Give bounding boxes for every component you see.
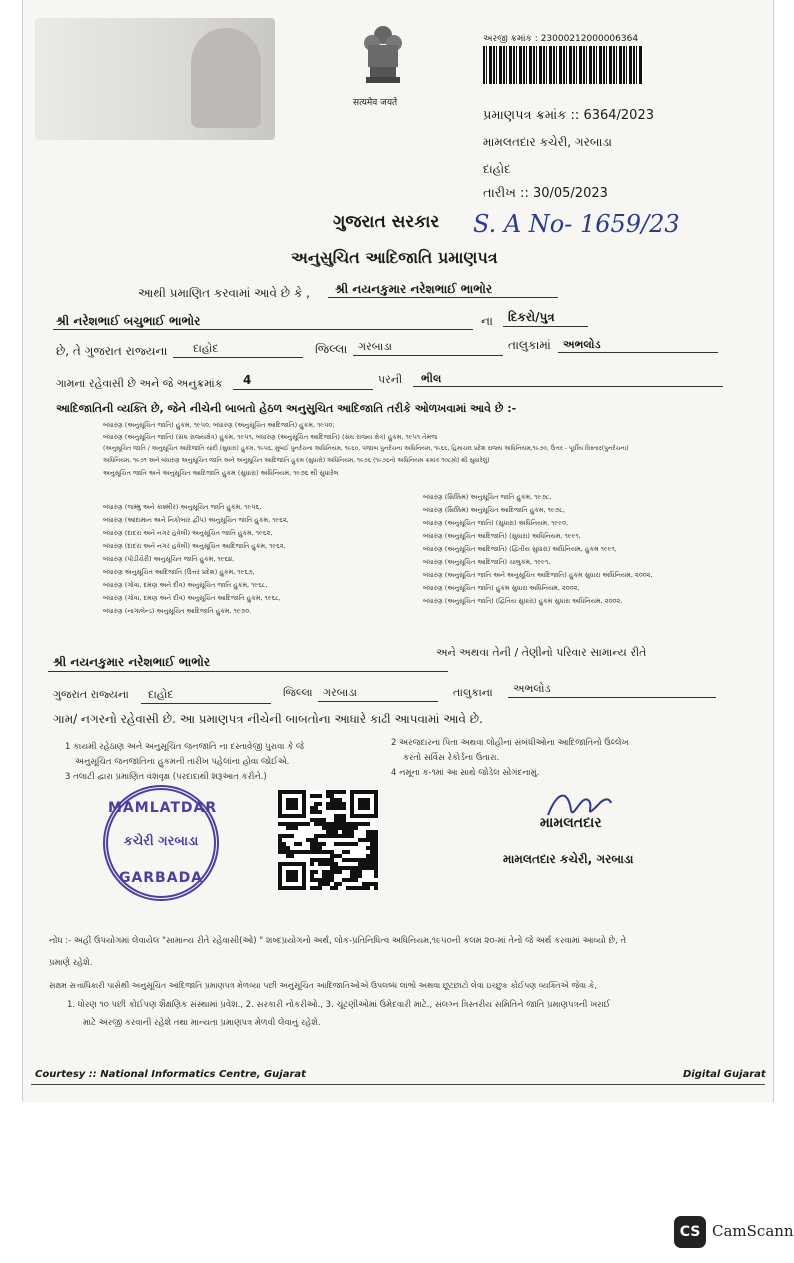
order-left-3: બંધારણ (દાદરા અને નગર હવેલી) અનુસૂચિત જાતિ હુકમ, ૧૯૬૨, xyxy=(103,529,273,537)
basis-item-3: 3 તલાટી દ્વારા પ્રમાણિત વંશવૃક્ષ (પરદાદાથી શરૂઆત કરીને.) xyxy=(65,772,267,782)
order-left-7: બંધારણ (ગોવા, દમણ અને દીવ) અનુસૂચિત જાતિ હુકમ, ૧૯૬૮, xyxy=(103,581,268,589)
family-jilla-value: ગરબાડા xyxy=(323,686,357,699)
applicant-photo xyxy=(35,18,275,140)
order-left-4: બંધારણ (દાદરા અને નગર હવેલી) અનુસૂચિત આદિજાતિ હુકમ, ૧૯૬૨, xyxy=(103,542,286,550)
certificate-number: પ્રમાણપત્ર ક્રમાંક :: 6364/2023 xyxy=(483,108,654,123)
camscanner-logo-icon: CS xyxy=(674,1216,706,1248)
family-jilla-line xyxy=(318,701,438,702)
order-right-6: બંધારણ (અનુસૂચિત આદિજાતિ) ચાલુકમ, ૧૯૯૧, xyxy=(423,558,551,566)
family-taluka-value: અભલોડ xyxy=(513,682,551,695)
national-emblem-icon xyxy=(358,15,408,85)
basis-item-1b: અનુસૂચિત જનજાતિના હુકમની તારીખ પહેલાંના હોવા જોઈએ. xyxy=(75,757,290,767)
order-left-1: બંધારણ (જમ્મુ અને કાશ્મીર) અનુસૂચિત જાતિ હુકમ, ૧૯૫૬, xyxy=(103,503,262,511)
order-left-8: બંધારણ (ગોવા, દમણ અને દીવ) અનુસૂચિત આદિજાતિ હુકમ, ૧૯૬૮, xyxy=(103,594,281,602)
order-right-2: બંધારણ (સિક્કિમ) અનુસૂચિત આદિજાતિ હુકમ, ૧૯૭૮, xyxy=(423,506,565,514)
digital-gujarat-footer: Digital Gujarat xyxy=(683,1069,766,1080)
issue-date: તારીખ :: 30/05/2023 xyxy=(483,186,608,201)
parent-name: શ્રી નરેશભાઈ બચુભાઈ ભાભોર xyxy=(56,314,201,328)
certificate-title: અનુસુચિત આદિજાતિ પ્રમાણપત્ર xyxy=(291,248,498,267)
basis-item-2a: 2 અરજદારના પિતા અથવા લોહીના સંબંધીઓના આદિજાતિનો ઉલ્લેખ xyxy=(391,738,629,748)
government-heading: ગુજરાત સરકાર xyxy=(333,212,440,232)
serial-line xyxy=(233,389,373,390)
state-label: છે, તે ગુજરાત રાજ્યના xyxy=(56,344,168,358)
jilla-value: ગરબાડા xyxy=(358,340,392,353)
order-right-5: બંધારણ (અનુસૂચિત આદિજાતિ) (દ્વિતીય સુધારા) અધિનિયમ, હુકમ ૧૯૯૧, xyxy=(423,545,617,553)
order-left-9: બંધારણ (નાગાલેન્ડ) અનુસૂચિત આદિજાતિ હુકમ, ૧૯૭૦. xyxy=(103,607,252,615)
serial-value: 4 xyxy=(243,373,252,387)
parent-name-line xyxy=(53,329,473,330)
resident-text: ગામ/ નગરનો રહેવાસી છે. આ પ્રમાણપત્ર નીચેની બાબતોના આધારે કાઢી આપવામાં આવે છે. xyxy=(53,712,483,726)
caste-value: ભીલ xyxy=(421,372,442,385)
jilla-label: જિલ્લા xyxy=(315,342,348,356)
jilla-line xyxy=(353,355,503,356)
order-left-5: બંધારણ (પોંડીચેરી) અનુસૂચિત જાતિ હુકમ, ૧૯૬૪, xyxy=(103,555,235,563)
certificate-page xyxy=(22,0,774,1102)
order-left-6: બંધારણ અનુસૂચિત આદિજાતિ (ઉત્તર પ્રદેશ) હુકમ, ૧૯૬૭, xyxy=(103,568,255,576)
courtesy-footer: Courtesy :: National Informatics Centre, Gujarat xyxy=(35,1069,306,1080)
order-left-2: બંધારણ (આંદામાન અને નિકોબાર દ્વીપ) અનુસૂચિત જાતિ હુકમ, ૧૯૬૨, xyxy=(103,516,289,524)
note-3-cont: માટે અરજી કરવાની રહેશે તથા માન્યતા પ્રમાણપત્ર મેળવી લેવાનું રહેશે. xyxy=(83,1018,321,1028)
order-right-3: બંધારણ (અનુસૂચિત જાતિ) (સુધારા) અધિનિયમ, ૧૯૯૦, xyxy=(423,519,569,527)
family-district-line xyxy=(141,703,271,704)
note-1-cont: પ્રમાણે રહેશે. xyxy=(49,958,93,968)
note-1: નોંધ :- અહીં ઉપયોગમાં લેવાયેલ "સામાન્ય રીતે રહેવાસી(ઓ) " શબ્દપ્રયોગનો અર્થ, લોક-પ્રતિનિધિત્વ અધિનિયમ,૧૯૫૦ની કલમ ૨૦-માં તેનો જે અર્થ કરવામાં આવ્યો છે, તે xyxy=(49,936,627,946)
signatory-office: મામલતદાર કચેરી, ગરબાડા xyxy=(503,852,634,866)
family-district-value: દાહોદ xyxy=(148,688,174,701)
basis-item-2b: કરતો સર્વિસ રેકોર્ડના ઉતારા. xyxy=(403,753,500,763)
camscanner-watermark: CamScann xyxy=(712,1222,794,1240)
seal-bottom-text: GARBADA xyxy=(118,870,204,886)
caste-label: પરની xyxy=(378,373,403,386)
family-state-label: ગુજરાત રાજ્યના xyxy=(53,688,129,701)
family-taluka-label: તાલુકાના xyxy=(453,686,493,699)
caste-line xyxy=(413,386,723,387)
footer-rule xyxy=(31,1084,765,1085)
family-name-line xyxy=(48,671,448,672)
order-right-9: બંધારણ (અનુસૂચિત જાતિ) (દ્વિતિય સુધારા) હુકમ સુધારા અધિનિયમ, ૨૦૦૨. xyxy=(423,597,623,605)
emblem-motto: सत्यमेव जयते xyxy=(353,98,398,108)
application-number: અરજી ક્રમાંક : 23000212000006364 xyxy=(483,34,639,44)
order-full-1: બંધારણ (અનુસૂચિત જાતિ) હુકમ, ૧૯૫૦, બંધારણ (અનુસૂચિત આદિજાતિ) હુકમ, ૧૯૫૦; xyxy=(103,421,335,429)
handwritten-sa-number: S. A No- 1659/23 xyxy=(473,210,680,238)
issuing-office: મામલતદાર કચેરી, ગરબાડા xyxy=(483,135,612,149)
order-right-7: બંધારણ (અનુસૂચિત જાતિ અને અનુસૂચિત આદિજાતિ) હુકમ સુધારા અધિનિયમ, ૨૦૦૨, xyxy=(423,571,653,579)
family-jilla-label: જિલ્લા xyxy=(283,686,313,699)
holder-name-line xyxy=(328,297,558,298)
note-2: સક્ષમ સત્તાધિકારી પાસેથી અનુસૂચિત આદિજાતિ પ્રમાણપત્ર મેળવ્યા પછી અનુસૂચિત આદિજાતિઓએ ઉપલબ્ધ લાભો અથવા છૂટછાટો લેવા ઇચ્છુક કોઈપણ વ્યક્તિએ જેવા કે, xyxy=(49,981,597,990)
barcode xyxy=(483,46,643,84)
family-taluka-line xyxy=(508,697,716,698)
order-full-3: (અનુસૂચિત જાતિ / અનુસૂચિત આદિજાતિ યાદી (સુધારા) હુકમ, ૧૯૫૬, મુંબઈ પુનર્રચના અધિનિયમ, ૧૯૬૦, પંજાબ પુનર્રચના અધિનિયમ, ૧૯૬૬, હિમાચલ પ્રદેશ રાજ્ય અધિનિયમ,૧૯૭૦, ઉત્તર - પૂર્વીય વિસ્તાર(પુનર્રચના) xyxy=(103,445,629,452)
basis-item-4: 4 નમૂના ક-૧માં આ સાથે જોડેલ સોગંદનામું. xyxy=(391,768,540,778)
seal-middle-text: કચેરી ગરબાડા xyxy=(123,834,199,849)
certify-intro: આથી પ્રમાણિત કરવામાં આવે છે કે , xyxy=(138,286,310,300)
taluka-line xyxy=(558,352,718,353)
taluka-label: તાલુકામાં xyxy=(508,338,551,352)
basis-item-1a: 1 કાયમી રહેઠાણ અને અનુસૂચિત જનજાતિ ના દસ્તાવેજી પુરાવા કે જે xyxy=(65,742,304,752)
seal-top-text: MAMLATDAR xyxy=(108,800,218,816)
order-right-4: બંધારણ (અનુસૂચિત આદિજાતિ) (સુધારા) અધિનિયમ, ૧૯૯૧, xyxy=(423,532,581,540)
holder-name: શ્રી નયનકુમાર નરેશભાઈ ભાભોર xyxy=(335,282,493,296)
note-3: 1. ધોરણ ૧૦ પછી કોઈપણ શૈક્ષણિક સંસ્થામાં પ્રવેશ., 2. સરકારી નોકરીઓ., 3. ચૂંટણીઓમાં ઉમેદવારી માટે., સંલગ્ન ત્રિસ્તરીય સમિતિને જાતિ પ્રમાણપત્રની ખરાઈ xyxy=(67,1000,611,1010)
district-value: દાહોદ xyxy=(193,342,219,355)
issuing-district: દાહોદ xyxy=(483,162,511,176)
taluka-value: અભલોડ xyxy=(563,338,601,351)
signatory-title: મામલતદાર xyxy=(540,815,602,831)
qr-code xyxy=(278,790,378,890)
village-text: ગામના રહેવાસી છે અને જે અનુક્રમાંક xyxy=(56,377,223,390)
order-full-4: અધિનિયમ, ૧૯૭૧ અને બંધારણ અનુસૂચિત જાતિ અને અનુસૂચિત આદિજાતિ હુકમ (સુધારો) અધિનિયમ, ૧૯૭૬ (૧૯૭૬નો અધિનિયમ ક્રમાંક ૧૦૮મો) થી સુધારેલું) xyxy=(103,457,490,464)
photo-figure xyxy=(191,28,261,128)
family-name: શ્રી નયનકુમાર નરેશભાઈ ભાભોર xyxy=(53,655,211,669)
relation-value: દિકરો/પુત્ર xyxy=(508,310,555,324)
relation-label: ના xyxy=(481,314,493,328)
order-right-1: બંધારણ (સિક્કિમ) અનુસૂચિત જાતિ હુકમ, ૧૯૭૮, xyxy=(423,493,552,501)
ordinarily-text: અને અથવા તેની / તેણીનો પરિવાર સામાન્ય રીતે xyxy=(436,646,647,659)
order-full-5: અનુસૂચિત જાતિ અને અનુસૂચિત આદિજાતિ હુકમ (સુધારા) અધિનિયમ, ૧૯૭૬ થી સુધારેલ xyxy=(103,469,339,477)
order-full-2: બંધારણ (અનુસૂચિત જાતિ) (સંઘ રાજ્યક્ષેત્ર) હુકમ, ૧૯૫૧, બંધારણ (અનુસૂચિત આદિજાતિ) (સંઘ રાજ્ય ક્ષેત્ર) હુકમ, ૧૯૫૧ તેમજ xyxy=(103,433,438,441)
order-right-8: બંધારણ (અનુસૂચિત જાતિ) હુકમ સુધારા અધિનિયમ, ૨૦૦૨, xyxy=(423,584,580,592)
relation-line xyxy=(503,326,588,327)
tribe-text: આદિજાતિની વ્યક્તિ છે, જેને નીચેની બાબતો હેઠળ અનુસુચિત આદિજાતિ તરીકે ઓળખવામાં આવે છે :- xyxy=(56,402,517,415)
mamlatdar-seal xyxy=(103,785,219,901)
district-line xyxy=(173,357,303,358)
